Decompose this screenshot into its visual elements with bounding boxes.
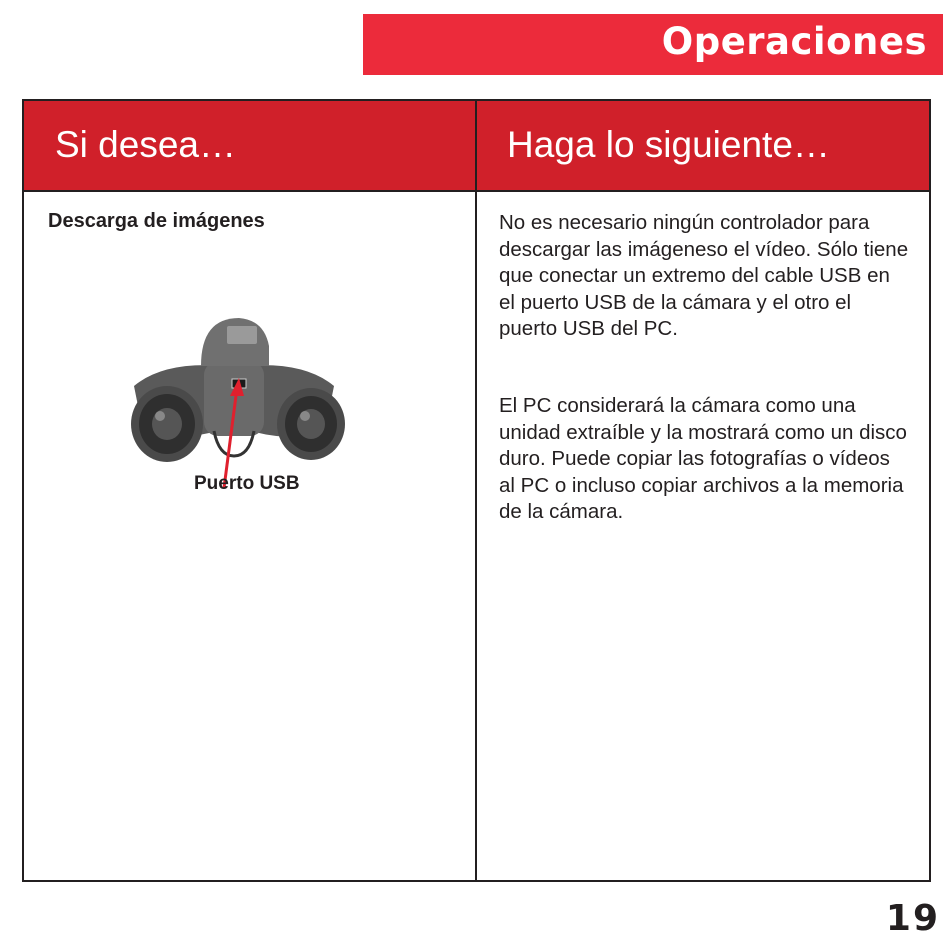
column-header-left [24, 101, 475, 192]
instruction-paragraph-1: No es necesario ningún controlador para descargar las imágeneso el vídeo. Sólo tiene que conectar un extremo del cable USB en el puerto USB de la cámara y el otro el puerto USB del PC. [499, 211, 909, 340]
page-number: 19 [885, 898, 940, 939]
column-header-right [477, 101, 929, 192]
section-banner [363, 14, 943, 75]
section-title: Operaciones [661, 20, 927, 63]
usb-port-label: Puerto USB [194, 473, 300, 494]
column-divider [475, 101, 477, 880]
instruction-paragraph-2: El PC considerará la cámara como una unidad extraíble y la mostrará como un disco duro. Puede copiar las fotografías o vídeos al PC o incluso copiar archivos a la memoria de la cámara. [499, 394, 907, 523]
task-title: Descarga de imágenes [48, 210, 265, 232]
column-header-left-label: Si desea… [55, 124, 236, 165]
binocular-camera-image [104, 306, 364, 496]
column-header-right-label: Haga lo siguiente… [507, 124, 830, 165]
instruction-table [22, 99, 931, 882]
